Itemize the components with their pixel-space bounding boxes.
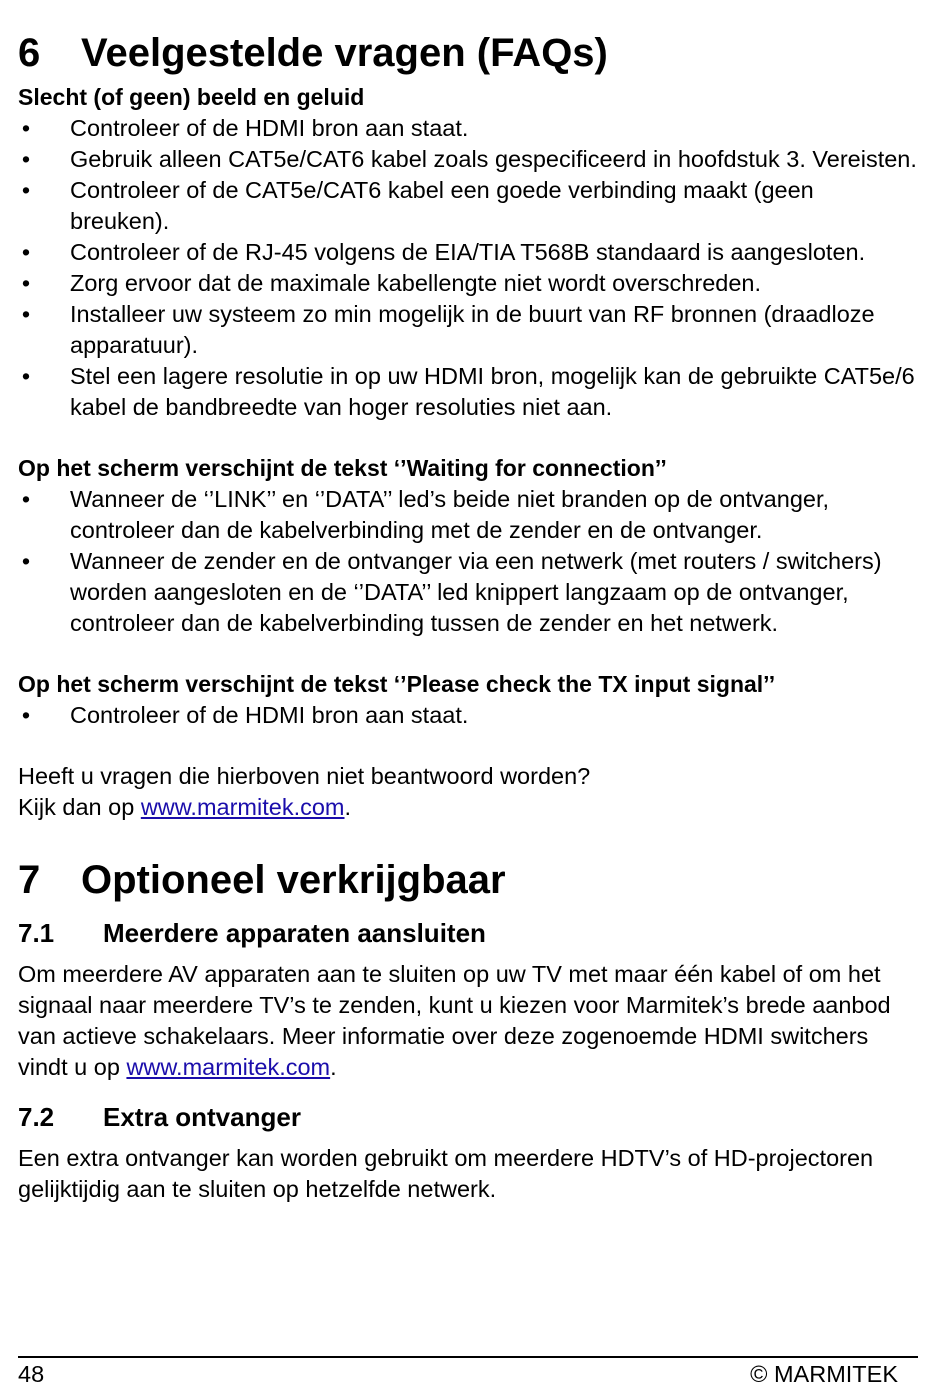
list-item-text: Installeer uw systeem zo min mogelijk in de buurt van RF bronnen (draadloze apparatuur). <box>70 301 875 358</box>
list-item <box>18 175 918 237</box>
bullet-icon: • <box>21 270 31 296</box>
marmitek-link[interactable]: www.marmitek.com <box>126 1054 331 1080</box>
subsection-7-1-number: 7.1 <box>18 918 55 948</box>
list-item-text: Controleer of de HDMI bron aan staat. <box>70 702 469 728</box>
bullet-icon: • <box>21 115 31 141</box>
page-number: 48 <box>18 1361 45 1387</box>
more-questions-link-line <box>18 792 918 823</box>
subsection-7-2-heading <box>18 1101 918 1133</box>
section-7-title: Optioneel verkrijgbaar <box>81 858 506 902</box>
footer-brand: © MARMITEK <box>750 1361 898 1387</box>
subsection-7-1-heading <box>18 917 918 949</box>
section-7-heading <box>18 857 918 903</box>
bullet-icon: • <box>21 301 31 327</box>
more-questions-text: Heeft u vragen die hierboven niet beantwoord worden? <box>18 763 591 789</box>
subsection-7-1-title: Meerdere apparaten aansluiten <box>103 918 486 948</box>
bullet-icon: • <box>21 146 31 172</box>
section-7-number: 7 <box>18 858 41 902</box>
bullet-icon: • <box>21 363 31 389</box>
list-item-text: Controleer of de CAT5e/CAT6 kabel een goede verbinding maakt (geen breuken). <box>70 177 814 234</box>
section-6-heading <box>18 30 918 76</box>
faq-1-list <box>18 113 918 423</box>
more-questions-prefix: Kijk dan op <box>18 794 141 820</box>
list-item <box>18 700 918 731</box>
section-6-title: Veelgestelde vragen (FAQs) <box>81 31 608 75</box>
list-item-text: Wanneer de ‘’LINK’’ en ‘’DATA’’ led’s beide niet branden op de ontvanger, controleer dan de kabelverbinding met de zender en de ontvanger. <box>70 486 830 543</box>
bullet-icon: • <box>21 702 31 728</box>
list-item <box>18 268 918 299</box>
list-item-text: Stel een lagere resolutie in op uw HDMI bron, mogelijk kan de gebruikte CAT5e/6 kabel de bandbreedte van hoger resoluties niet aan. <box>70 363 915 420</box>
list-item-text: Controleer of de HDMI bron aan staat. <box>70 115 469 141</box>
more-questions-suffix: . <box>344 794 352 820</box>
list-item <box>18 299 918 361</box>
bullet-icon: • <box>21 239 31 265</box>
marmitek-link[interactable]: www.marmitek.com <box>140 794 345 820</box>
subsection-7-2-title: Extra ontvanger <box>103 1102 301 1132</box>
faq-2-heading: Op het scherm verschijnt de tekst ‘’Waiting for connection’’ <box>18 455 667 481</box>
list-item <box>18 546 918 639</box>
list-item <box>18 113 918 144</box>
faq-1-heading: Slecht (of geen) beeld en geluid <box>18 84 365 110</box>
page-footer <box>18 1359 898 1389</box>
bullet-icon: • <box>21 486 31 512</box>
subsection-7-1-body: Om meerdere AV apparaten aan te sluiten op uw TV met maar één kabel of om het signaal naar meerdere TV’s te zenden, kunt u kiezen voor Marmitek’s brede aanbod van actieve schakelaars. Meer informatie over deze zogenoemde HDMI switchers vindt u op <box>18 961 891 1080</box>
faq-3-list <box>18 700 918 731</box>
faq-2-list <box>18 484 918 639</box>
list-item-text: Zorg ervoor dat de maximale kabellengte niet wordt overschreden. <box>70 270 762 296</box>
subsection-7-2-text: Een extra ontvanger kan worden gebruikt om meerdere HDTV’s of HD-projectoren gelijktijdig aan te sluiten op hetzelfde netwerk. <box>18 1145 874 1202</box>
document-page <box>18 0 918 1205</box>
list-item-text: Wanneer de zender en de ontvanger via een netwerk (met routers / switchers) worden aangesloten en de ‘’DATA’’ led knippert langzaam op de ontvanger, controleer dan de kabelverbinding tussen de zender en het netwerk. <box>70 548 882 636</box>
subsection-7-1-text <box>18 959 918 1083</box>
bullet-icon: • <box>21 177 31 203</box>
subsection-7-2-number: 7.2 <box>18 1102 55 1132</box>
list-item <box>18 484 918 546</box>
list-item <box>18 237 918 268</box>
subsection-7-1-suffix: . <box>330 1054 337 1080</box>
list-item <box>18 144 918 175</box>
list-item-text: Controleer of de RJ-45 volgens de EIA/TIA T568B standaard is aangesloten. <box>70 239 866 265</box>
footer-divider <box>18 1356 918 1358</box>
faq-3-heading: Op het scherm verschijnt de tekst ‘’Please check the TX input signal’’ <box>18 671 776 697</box>
bullet-icon: • <box>21 548 31 574</box>
section-6-number: 6 <box>18 31 41 75</box>
list-item-text: Gebruik alleen CAT5e/CAT6 kabel zoals gespecificeerd in hoofdstuk 3. Vereisten. <box>70 146 917 172</box>
list-item <box>18 361 918 423</box>
